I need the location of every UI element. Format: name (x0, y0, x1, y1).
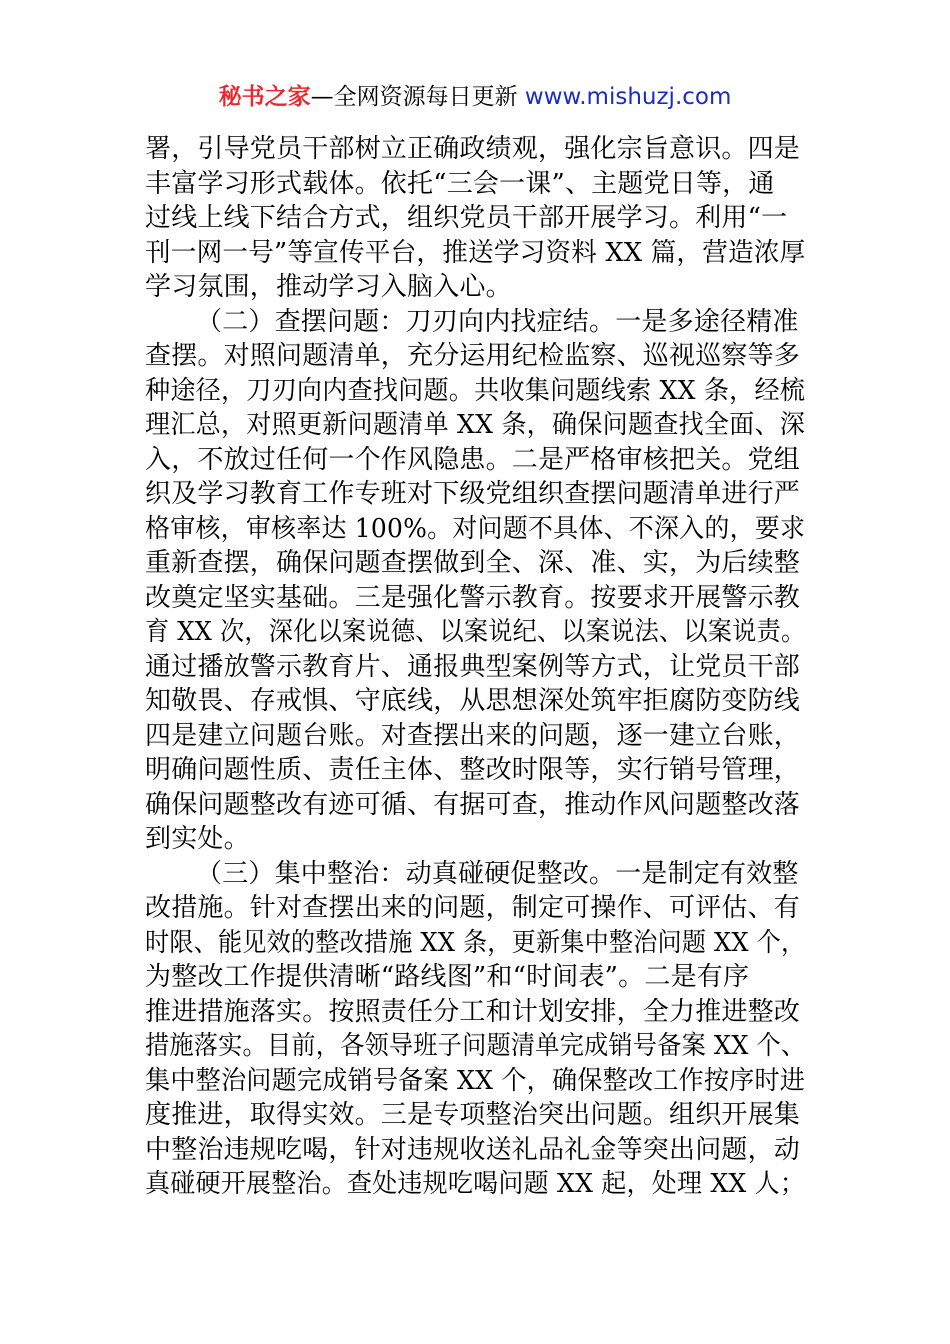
text-line: 中整治违规吃喝，针对违规收送礼品礼金等突出问题，动 (145, 1134, 801, 1165)
text-line: 改奠定坚实基础。三是强化警示教育。按要求开展警示教 (145, 582, 801, 613)
text-line: 织及学习教育工作专班对下级党组织查摆问题清单进行严 (145, 479, 801, 509)
text-line: 度推进，取得实效。三是专项整治突出问题。组织开展集 (145, 1100, 801, 1130)
text-line: 格审核，审核率达 100%。对问题不具体、不深入的，要求 (145, 513, 806, 544)
site-header (0, 80, 950, 114)
text-line: 集中整治问题完成销号备案 XX 个，确保整改工作按序时进 (145, 1065, 806, 1096)
text-line: 真碰硬开展整治。查处违规吃喝问题 XX 起，处理 XX 人； (145, 1169, 806, 1199)
text-line: 入，不放过任何一个作风隐患。二是严格审核把关。党组 (145, 444, 801, 475)
text-line: 通过播放警示教育片、通报典型案例等方式，让党员干部 (145, 651, 801, 682)
text-line: 刊一网一号”等宣传平台，推送学习资料 XX 篇，营造浓厚 (145, 237, 806, 268)
text-line: 推进措施落实。按照责任分工和计划安排，全力推进整改 (145, 996, 801, 1027)
text-line: 改措施。针对查摆出来的问题，制定可操作、可评估、有 (145, 893, 801, 923)
text-line: 重新查摆，确保问题查摆做到全、深、准、实，为后续整 (145, 548, 801, 578)
text-line: 知敬畏、存戒惧、守底线，从思想深处筑牢拒腐防变防线 (145, 686, 801, 716)
section-heading-line: （二）查摆问题：刀刃向内找症结。一是多途径精准 (196, 306, 799, 337)
text-line: 确保问题整改有迹可循、有据可查，推动作风问题整改落 (145, 789, 801, 820)
section-heading-line: （三）集中整治：动真碰硬促整改。一是制定有效整 (196, 858, 799, 889)
text-line: 查摆。对照问题清单，充分运用纪检监察、巡视巡察等多 (145, 341, 801, 371)
text-line: 丰富学习形式载体。依托“三会一课”、主题党日等，通 (145, 168, 775, 199)
text-line: 措施落实。目前，各领导班子问题清单完成销号备案 XX 个、 (145, 1031, 806, 1061)
text-line: 时限、能见效的整改措施 XX 条，更新集中整治问题 XX 个， (145, 927, 806, 958)
site-url-link[interactable]: www.mishuzj.com (524, 84, 732, 110)
site-brand: 秘书之家 (218, 84, 311, 110)
text-line: 到实处。 (145, 824, 250, 854)
text-line: 理汇总，对照更新问题清单 XX 条，确保问题查找全面、深 (145, 410, 806, 440)
site-tagline: —全网资源每日更新 (310, 84, 518, 110)
text-line: 明确问题性质、责任主体、整改时限等，实行销号管理， (145, 755, 801, 785)
text-line: 四是建立问题台账。对查摆出来的问题，逐一建立台账， (145, 720, 801, 751)
text-line: 过线上线下结合方式，组织党员干部开展学习。利用“一 (145, 203, 788, 233)
text-line: 学习氛围，推动学习入脑入心。 (145, 272, 512, 302)
text-line: 育 XX 次，深化以案说德、以案说纪、以案说法、以案说责。 (145, 617, 806, 647)
text-line: 为整改工作提供清晰“路线图”和“时间表”。二是有序 (145, 962, 750, 992)
text-line: 署，引导党员干部树立正确政绩观，强化宗旨意识。四是 (145, 134, 801, 164)
text-line: 种途径，刀刃向内查找问题。共收集问题线索 XX 条，经梳 (145, 375, 806, 406)
